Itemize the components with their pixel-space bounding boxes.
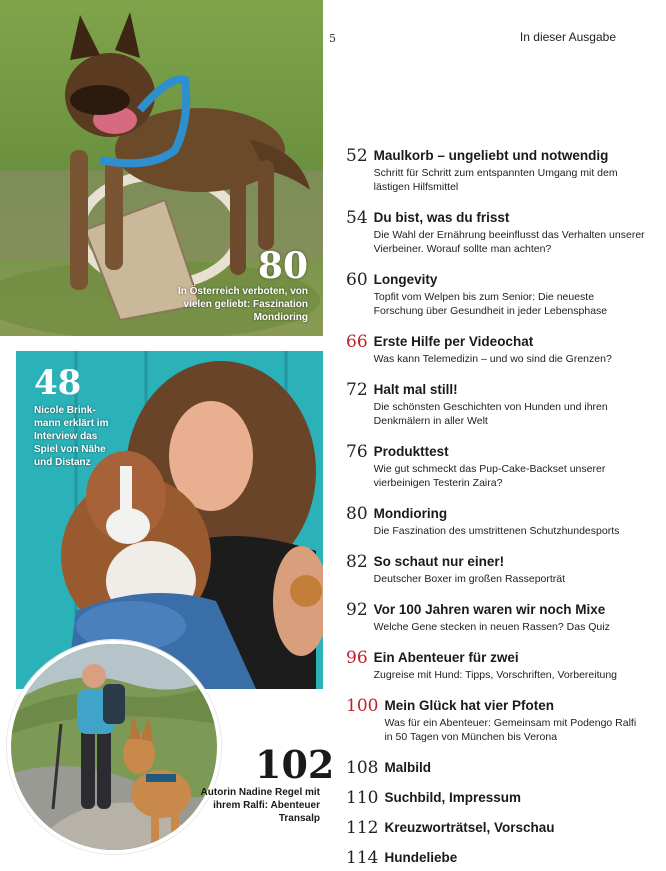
toc-entry[interactable]	[346, 696, 646, 744]
toc-description: Was für ein Abenteuer: Gemeinsam mit Podengo Ralfi in 50 Tagen von München bis Verona	[384, 717, 637, 743]
toc-page-number: 82	[346, 552, 368, 572]
toc-title: Kreuzworträtsel, Vorschau	[384, 820, 555, 835]
toc-entry-body	[374, 648, 646, 682]
toc-page-number: 110	[346, 788, 379, 808]
toc-entry-body	[384, 696, 646, 744]
feature-number: 48	[34, 363, 82, 403]
toc-title: Erste Hilfe per Videochat	[373, 334, 534, 349]
page-number: 5	[329, 32, 336, 45]
toc-title: Mein Glück hat vier Pfoten	[384, 698, 554, 713]
toc-entry[interactable]	[346, 332, 646, 366]
toc-title: Halt mal still!	[373, 382, 458, 397]
feature-caption: Nicole Brink-mann erklärt im Interview das Spiel von Nähe und Distanz	[34, 405, 109, 468]
toc-entry-body	[384, 788, 646, 808]
toc-entry[interactable]	[346, 758, 646, 778]
toc-description: Zugreise mit Hund: Tipps, Vorschriften, Vorbereitung	[373, 669, 618, 681]
toc-page-number: 108	[346, 758, 379, 778]
feature-number: 102	[255, 742, 335, 787]
toc-entry[interactable]	[346, 270, 646, 318]
toc-entry[interactable]	[346, 818, 646, 838]
toc-entry[interactable]	[346, 442, 646, 490]
toc-title: Vor 100 Jahren waren wir noch Mixe	[373, 602, 606, 617]
toc-title: Du bist, was du frisst	[373, 210, 510, 225]
toc-title: Hundeliebe	[384, 850, 458, 865]
toc-entry[interactable]	[346, 146, 646, 194]
toc-entry[interactable]	[346, 600, 646, 634]
toc-title: Ein Abenteuer für zwei	[373, 650, 519, 665]
toc-title: Maulkorb – ungeliebt und notwendig	[373, 148, 609, 163]
toc-page-number: 112	[346, 818, 379, 838]
toc-entry[interactable]	[346, 848, 646, 868]
toc-page-number: 96	[346, 648, 368, 668]
toc-page-number: 114	[346, 848, 379, 868]
toc-description: Die Wahl der Ernährung beeinflusst das Verhalten unserer Vierbeiner. Worauf sollte man achten?	[373, 229, 645, 255]
toc-title: Suchbild, Impressum	[384, 790, 521, 805]
toc-entry-body	[374, 270, 646, 318]
transalp-photo	[7, 640, 221, 854]
toc-entry-body	[384, 818, 646, 838]
toc-page-number: 72	[346, 380, 368, 400]
toc-entry[interactable]	[346, 208, 646, 256]
feature-caption: In Österreich verboten, von vielen geliebt: Faszination Mondioring	[177, 286, 308, 323]
toc-description: Schritt für Schritt zum entspannten Umgang mit dem lästigen Hilfsmittel	[373, 167, 618, 193]
toc-description: Die schönsten Geschichten von Hunden und ihren Denkmälern in aller Welt	[373, 401, 608, 427]
toc-page-number: 80	[346, 504, 368, 524]
toc-title: Longevity	[373, 272, 438, 287]
toc-title: So schaut nur einer!	[373, 554, 505, 569]
feature-caption: Autorin Nadine Regel mit ihrem Ralfi: Abenteuer Transalp	[200, 787, 320, 824]
toc-page-number: 92	[346, 600, 368, 620]
toc-description: Welche Gene stecken in neuen Rassen? Das Quiz	[373, 621, 610, 633]
toc-entry-body	[374, 146, 646, 194]
toc-page-number: 66	[346, 332, 368, 352]
toc-description: Die Faszination des umstrittenen Schutzhundesports	[373, 525, 620, 537]
toc-page-number: 60	[346, 270, 368, 290]
toc-entry-body	[374, 442, 646, 490]
toc-page-number: 52	[346, 146, 368, 166]
toc-description: Was kann Telemedizin – und wo sind die Grenzen?	[373, 353, 612, 365]
toc-title: Malbild	[384, 760, 431, 775]
toc-entry[interactable]	[346, 648, 646, 682]
table-of-contents	[346, 146, 646, 868]
toc-page-number: 100	[346, 696, 379, 716]
toc-description: Wie gut schmeckt das Pup-Cake-Backset unserer vierbeinigen Testerin Zaira?	[373, 463, 606, 489]
toc-entry-body	[374, 332, 646, 366]
toc-title: Mondioring	[373, 506, 448, 521]
feature-number: 80	[257, 245, 308, 287]
toc-entry[interactable]	[346, 552, 646, 586]
toc-entry-body	[384, 848, 646, 868]
issue-title: In dieser Ausgabe	[519, 30, 616, 44]
toc-page-number: 54	[346, 208, 368, 228]
toc-page-number: 76	[346, 442, 368, 462]
toc-entry-body	[374, 504, 646, 538]
toc-description: Topfit vom Welpen bis zum Senior: Die neueste Forschung über Gesundheit in jeder Lebensphase	[373, 291, 608, 317]
toc-entry-body	[374, 380, 646, 428]
toc-title: Produkttest	[373, 444, 449, 459]
toc-entry-body	[374, 552, 646, 586]
toc-entry[interactable]	[346, 504, 646, 538]
toc-entry-body	[374, 600, 646, 634]
toc-entry[interactable]	[346, 788, 646, 808]
toc-description: Deutscher Boxer im großen Rasseporträt	[373, 573, 566, 585]
toc-entry-body	[374, 208, 646, 256]
toc-entry-body	[384, 758, 646, 778]
toc-entry[interactable]	[346, 380, 646, 428]
